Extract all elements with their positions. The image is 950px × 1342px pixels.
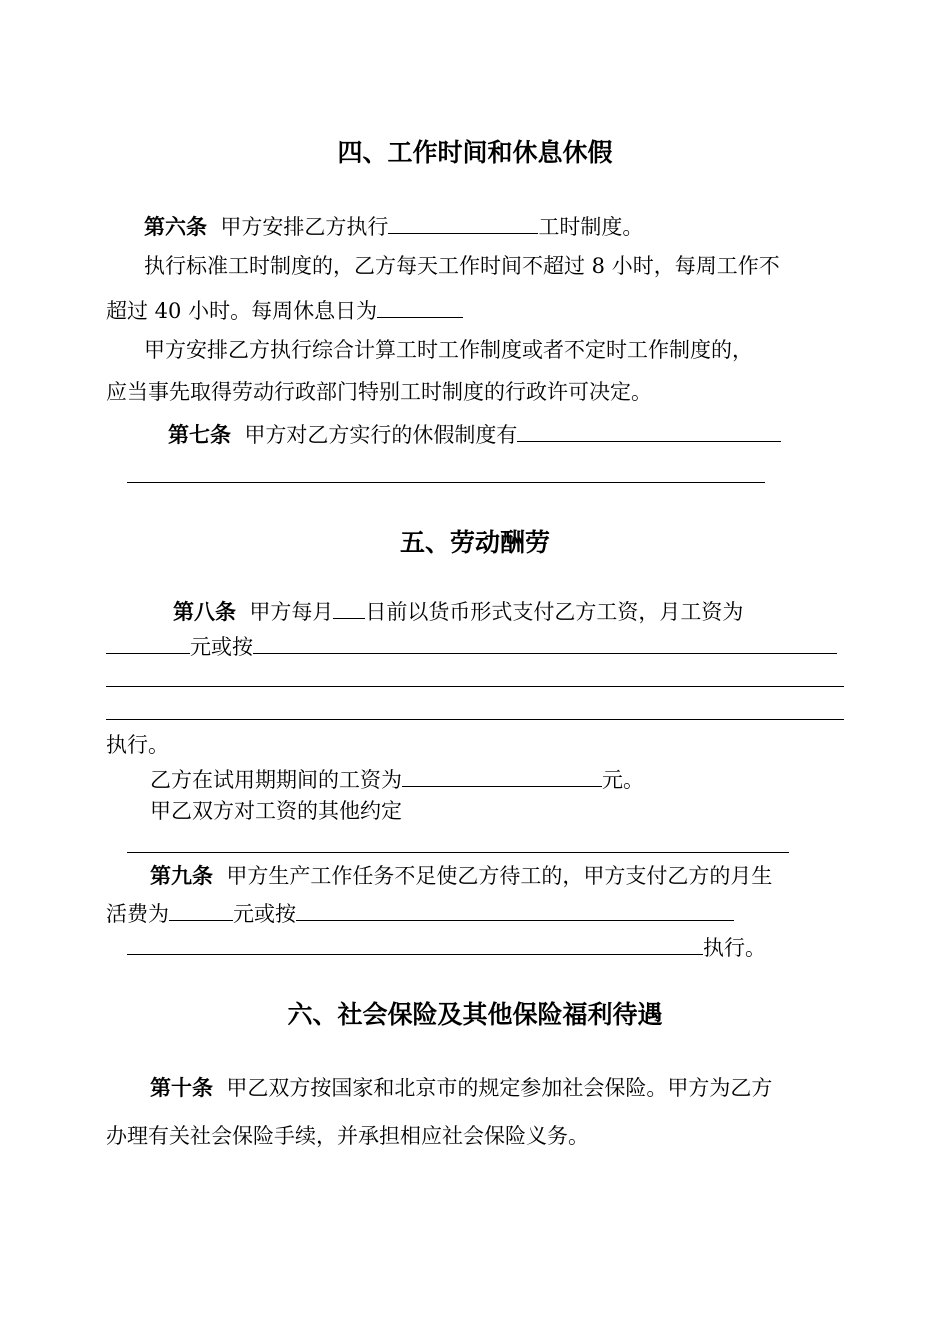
article-8-line-2 xyxy=(106,631,837,661)
article-10-line-2: 办理有关社会保险手续，并承担相应社会保险义务。 xyxy=(106,1124,589,1148)
leave-policy-continuation-line[interactable] xyxy=(127,482,765,483)
allowance-basis-blank[interactable] xyxy=(296,898,734,921)
article-9-line-3 xyxy=(127,932,766,962)
allowance-basis-blank-2[interactable] xyxy=(127,932,703,955)
article-6-label: 第六条 xyxy=(144,215,207,239)
wage-basis-line-2[interactable] xyxy=(106,686,844,687)
rest-day-text: 超过 40 小时。每周休息日为 xyxy=(106,299,378,323)
article-9-label: 第九条 xyxy=(150,864,213,888)
living-allowance-blank[interactable] xyxy=(169,898,233,921)
trial-wage-line xyxy=(150,764,644,794)
article-7-line xyxy=(168,419,781,449)
article-9-exec: 执行。 xyxy=(703,936,766,960)
section-4-heading: 四、工作时间和休息休假 xyxy=(337,138,613,167)
special-hours-line-1: 甲方安排乙方执行综合计算工时工作制度或者不定时工作制度的， xyxy=(144,338,753,362)
work-hours-blank[interactable] xyxy=(388,211,538,234)
article-8-text-a: 甲方每月 xyxy=(249,600,334,624)
article-6-text: 甲方安排乙方执行 xyxy=(220,215,389,239)
pay-day-blank[interactable] xyxy=(333,596,365,619)
wage-basis-line-3[interactable] xyxy=(106,719,844,720)
rest-day-blank[interactable] xyxy=(377,295,463,318)
trial-wage-text: 乙方在试用期期间的工资为 xyxy=(150,768,402,792)
monthly-wage-blank[interactable] xyxy=(106,631,190,654)
article-7-label: 第七条 xyxy=(168,423,231,447)
leave-policy-blank[interactable] xyxy=(517,419,781,442)
article-6-tail: 工时制度。 xyxy=(538,215,644,239)
article-8-text-c: 元或按 xyxy=(190,635,253,659)
standard-hours-line-1: 执行标准工时制度的，乙方每天工作时间不超过 8 小时，每周工作不 xyxy=(144,254,780,278)
article-9-text-c: 元或按 xyxy=(233,902,296,926)
article-8-label: 第八条 xyxy=(173,600,236,624)
article-8-text-b: 日前以货币形式支付乙方工资，月工资为 xyxy=(365,600,744,624)
article-10-line-1 xyxy=(150,1074,772,1102)
section-5-heading: 五、劳动酬劳 xyxy=(399,528,550,557)
article-9-text-b: 活费为 xyxy=(106,902,169,926)
article-10-label: 第十条 xyxy=(150,1076,213,1100)
other-wage-terms: 甲乙双方对工资的其他约定 xyxy=(150,799,402,823)
trial-wage-tail: 元。 xyxy=(602,768,644,792)
article-6-line xyxy=(144,211,643,241)
article-7-text: 甲方对乙方实行的休假制度有 xyxy=(244,423,518,447)
trial-wage-blank[interactable] xyxy=(402,764,602,787)
standard-hours-line-2 xyxy=(106,295,463,325)
article-9-text-a: 甲方生产工作任务不足使乙方待工的，甲方支付乙方的月生 xyxy=(226,864,773,888)
article-8-exec: 执行。 xyxy=(106,733,169,757)
wage-basis-blank[interactable] xyxy=(253,631,837,654)
article-9-line-1 xyxy=(150,862,772,890)
article-10-text-a: 甲乙双方按国家和北京市的规定参加社会保险。甲方为乙方 xyxy=(226,1076,773,1100)
special-hours-line-2: 应当事先取得劳动行政部门特别工时制度的行政许可决定。 xyxy=(106,380,652,404)
article-9-line-2 xyxy=(106,898,734,928)
section-6-heading: 六、社会保险及其他保险福利待遇 xyxy=(287,1000,663,1029)
other-wage-terms-line[interactable] xyxy=(127,852,789,853)
article-8-line-1 xyxy=(173,596,743,626)
